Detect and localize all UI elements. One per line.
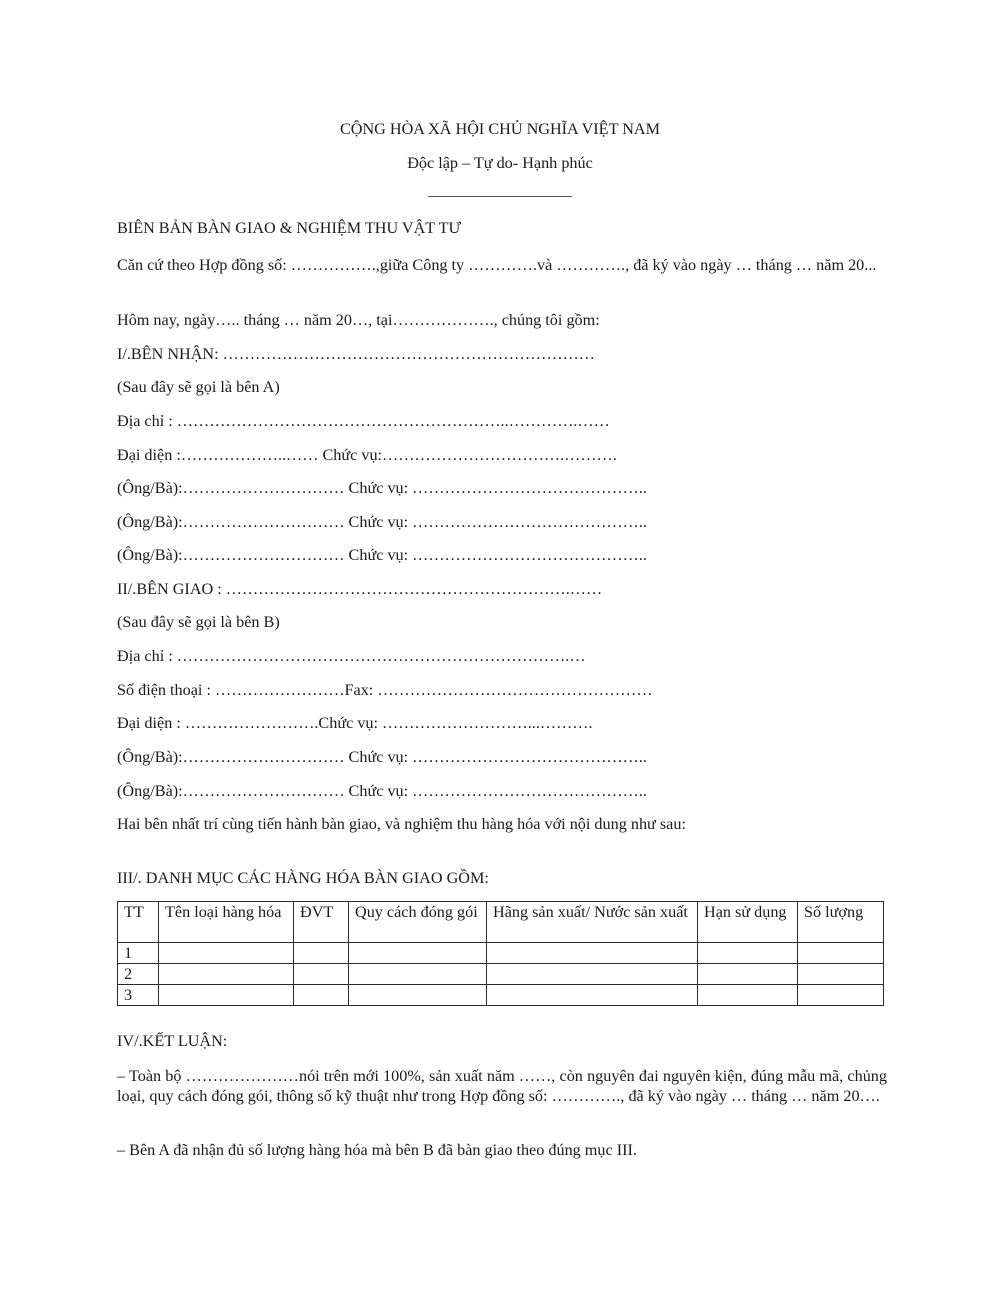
- party-a-heading: I/.BÊN NHẬN: ……………………………………………………………: [117, 345, 595, 363]
- table-row: [118, 985, 884, 1006]
- column-header: TT: [118, 902, 159, 943]
- table-cell: [349, 943, 487, 964]
- agreement-statement: Hai bên nhất trí cùng tiến hành bàn giao, và nghiệm thu hàng hóa với nội dung như sau:: [117, 815, 686, 833]
- table-cell: [698, 985, 798, 1006]
- motto: Độc lập – Tự do- Hạnh phúc: [407, 154, 593, 172]
- party-a-address: Địa chỉ : ……………………………………………………..………….……: [117, 412, 610, 430]
- party-b-heading: II/.BÊN GIAO : ……………………………………………………….……: [117, 580, 603, 598]
- table-row: [118, 943, 884, 964]
- party-a-member: (Ông/Bà):………………………… Chức vụ: ……………………………………..: [117, 546, 647, 564]
- party-b-member: (Ông/Bà):………………………… Chức vụ: ……………………………………..: [117, 782, 647, 800]
- table-cell: [698, 964, 798, 985]
- column-header: ĐVT: [294, 902, 349, 943]
- document-title: BIÊN BẢN BÀN GIAO & NGHIỆM THU VẬT TƯ: [117, 219, 462, 237]
- table-cell: [698, 943, 798, 964]
- nation-header: CỘNG HÒA XÃ HỘI CHỦ NGHĨA VIỆT NAM: [339, 120, 660, 138]
- meeting-info: Hôm nay, ngày….. tháng … năm 20…, tại………………., chúng tôi gồm:: [117, 311, 600, 329]
- table-cell: 2: [118, 964, 159, 985]
- table-cell: [798, 964, 884, 985]
- party-b-address: Địa chỉ : ……………………………………………………………….…: [117, 647, 586, 665]
- party-a-member: (Ông/Bà):………………………… Chức vụ: ……………………………………..: [117, 479, 647, 497]
- goods-table: [117, 901, 884, 1006]
- table-row: [118, 964, 884, 985]
- conclusion-point-1: – Toàn bộ …………………nói trên mới 100%, sản xuất năm ……, còn nguyên đai nguyên kiện, đúng mẫu mã, chủng loại, quy cách đóng gói, thông số kỹ thuật như trong Hợp đồng số: …………., đã ký vào ngày … tháng … năm 20….: [117, 1067, 887, 1105]
- party-b-member: (Ông/Bà):………………………… Chức vụ: ……………………………………..: [117, 748, 647, 766]
- table-cell: [487, 964, 698, 985]
- column-header: Hạn sử dụng: [698, 902, 798, 943]
- column-header: Hãng sản xuất/ Nước sản xuất: [487, 902, 698, 943]
- table-cell: [349, 964, 487, 985]
- column-header: Số lượng: [798, 902, 884, 943]
- table-cell: [798, 943, 884, 964]
- party-b-alias: (Sau đây sẽ gọi là bên B): [117, 613, 280, 631]
- table-cell: [159, 943, 294, 964]
- party-a-alias: (Sau đây sẽ gọi là bên A): [117, 378, 280, 396]
- section-3-heading: III/. DANH MỤC CÁC HÀNG HÓA BÀN GIAO GỒM:: [117, 869, 489, 887]
- party-b-representative: Đại diện : …………………….Chức vụ: ………………………...……….: [117, 714, 593, 732]
- table-cell: [159, 985, 294, 1006]
- table-cell: [487, 985, 698, 1006]
- table-cell: 1: [118, 943, 159, 964]
- table-cell: [349, 985, 487, 1006]
- party-b-phone-fax: Số điện thoại : ……………………Fax: ……………………………………………: [117, 681, 653, 699]
- column-header: Quy cách đóng gói: [349, 902, 487, 943]
- conclusion-point-2: – Bên A đã nhận đủ số lượng hàng hóa mà bên B đã bàn giao theo đúng mục III.: [117, 1141, 637, 1159]
- column-header: Tên loại hàng hóa: [159, 902, 294, 943]
- table-cell: [487, 943, 698, 964]
- party-a-representative: Đại diện :………………..…… Chức vụ:…………………………….……….: [117, 446, 617, 464]
- table-cell: 3: [118, 985, 159, 1006]
- table-header-row: [118, 902, 884, 943]
- party-a-member: (Ông/Bà):………………………… Chức vụ: ……………………………………..: [117, 513, 647, 531]
- table-cell: [294, 943, 349, 964]
- header-divider: [428, 196, 572, 197]
- section-4-heading: IV/.KẾT LUẬN:: [117, 1032, 228, 1050]
- table-cell: [294, 964, 349, 985]
- contract-basis: Căn cứ theo Hợp đồng số: …………….,giữa Công ty ………….và …………., đã ký vào ngày … tháng … năm 20...: [117, 256, 877, 274]
- table-cell: [159, 964, 294, 985]
- table-cell: [798, 985, 884, 1006]
- table-cell: [294, 985, 349, 1006]
